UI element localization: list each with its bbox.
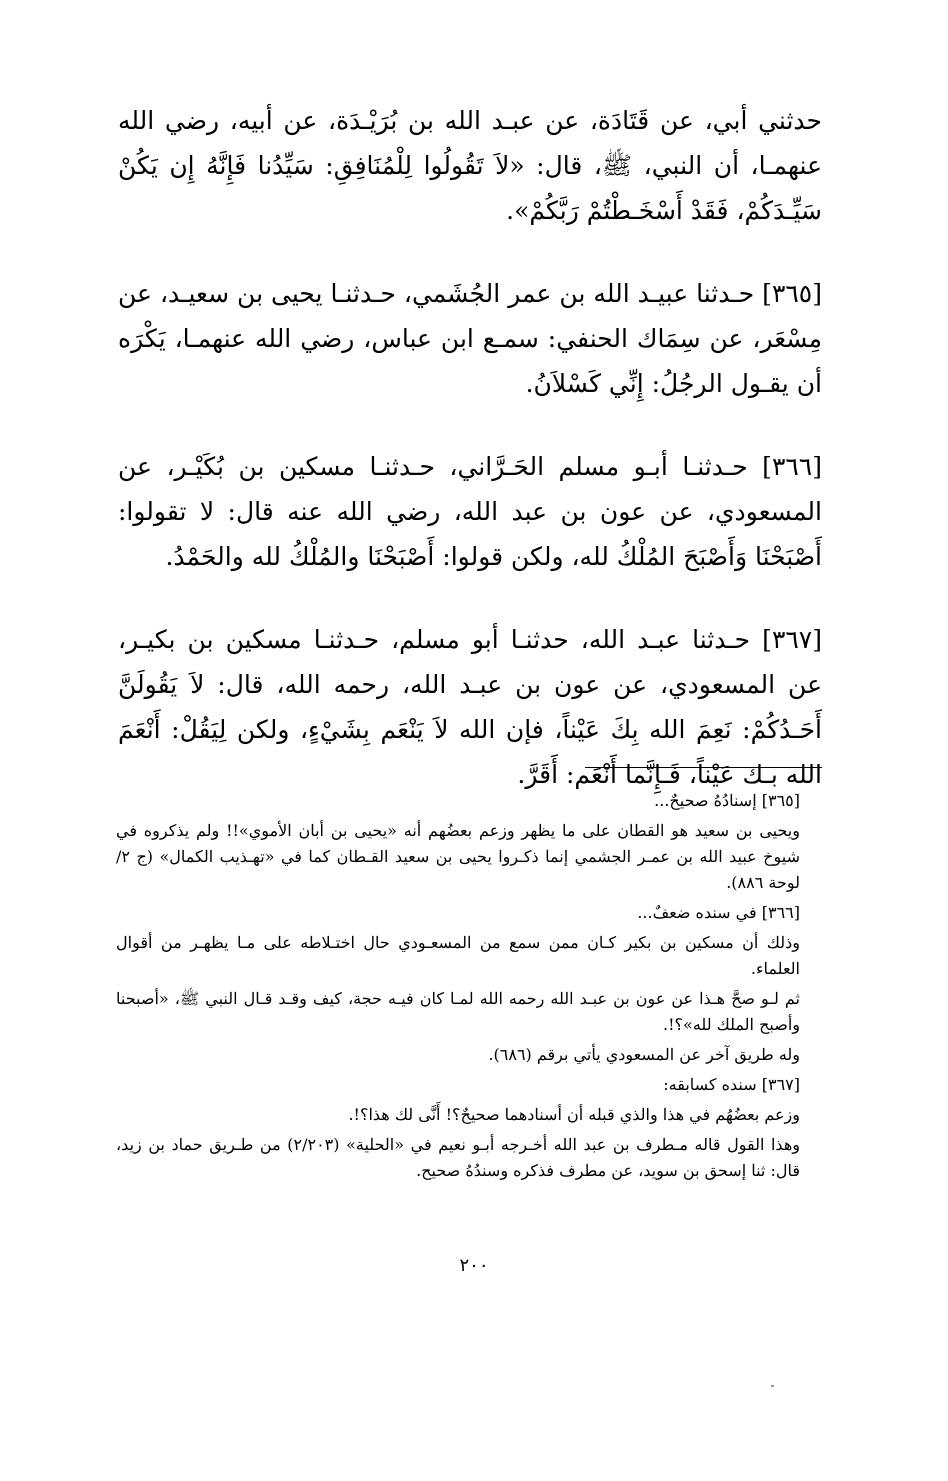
footnote-365-text: ويحيى بن سعيد هو القطان على ما يظهر وزعم بعضُهم أنه «يحيى بن أبان الأموي»!! ولم يذكروه في شيوخ عبيد الله بن عمـر الجشمي إنما ذكـروا يحيى بن سعيد القـطان كما في «تهـذيب الكمال» (ج ٢/لوحة ٨٨٦). [116, 821, 800, 892]
footnote-366-heading: [٣٦٦] في سنده ضعفٌ... [637, 903, 800, 922]
scan-speck [771, 1385, 774, 1387]
footnote-367-heading: [٣٦٧] سنده كسابقه: [663, 1075, 800, 1094]
footnote-367-source: وهذا القول قاله مـطرف بن عبد الله أخـرجه أبـو نعيم في «الحلية» (٢/٢٠٣) من طـريق حماد بن زيد، قال: ثنا إسحق بن سويد، عن مطرف فذكره وسندُهُ صحيح. [116, 1135, 800, 1180]
paragraph-hadith-continuation: حدثني أبي، عن قَتَادَة، عن عبـد الله بن بُرَيْـدَة، عن أبيه، رضي الله عنهمـا، أن النبي، ﷺ، قال: «لاَ تَقُولُوا لِلْمُنَافِقِ: سَيِّدُنا فَإِنَّهُ إِن يَكُنْ سَيِّـدَكُمْ، فَقَدْ أَسْخَـطْتُمْ رَبَّكُمْ». [118, 106, 822, 225]
footnote-separator [585, 767, 822, 768]
paragraph-365: [٣٦٥] حـدثنا عبيـد الله بن عمر الجُشَمي، حـدثنـا يحيى بن سعيـد، عن مِسْعَر، عن سِمَاك الحنفي: سمـع ابن عباس، رضي الله عنهمـا، يَكْرَه أن يقـول الرجُلُ: إِنِّي كَسْلاَنُ. [118, 279, 822, 398]
footnote-365-heading: [٣٦٥] إسنادُهُ صحيحٌ... [654, 791, 800, 810]
footnote-366-text: وذلك أن مسكين بن بكير كـان ممن سمع من المسعـودي حال اختـلاطه على مـا يظهـر من أقوال العلماء. [116, 933, 800, 978]
paragraph-367: [٣٦٧] حـدثنا عبـد الله، حدثنـا أبو مسلم، حـدثنـا مسكين بن بكيـر، عن المسعودي، عن عون بن عبـد الله، رحمه الله، قال: لاَ يَقُولَنَّ أَحَـدُكُمْ: نَعِمَ الله بِكَ عَيْناً، فإن الله لاَ يَنْعَم بِشَيْءٍ، ولكن لِيَقُلْ: أَنْعَمَ الله بـك عَيْناً، فَـإِنَّما أَنْعَم: أَقَرَّ. [118, 625, 822, 789]
footnote-367-text: وزعم بعضُهُم في هذا والذي قبله أن أسنادهما صحيحٌ؟! أَنَّى لك هذا؟!. [348, 1105, 800, 1124]
page-number: ٢٠٠ [459, 1255, 489, 1276]
main-text [118, 98, 822, 835]
paragraph-366: [٣٦٦] حـدثنـا أبـو مسلم الحَـرَّاني، حـدثنـا مسكين بن بُكَيْـر، عن المسعودي، عن عون بن عبد الله، رضي الله عنه قال: لا تقولوا: أَصْبَحْنَا وَأَصْبَحَ المُلْكُ لله، ولكن قولوا: أَصْبَحْنَا والمُلْكُ لله والحَمْدُ. [118, 452, 822, 571]
footnote-366-cross-reference: وله طريق آخر عن المسعودي يأتي برقم (٦٨٦). [488, 1045, 800, 1064]
footnotes [116, 788, 822, 1188]
footnote-366-comment: ثم لـو صحَّ هـذا عن عون بن عبـد الله رحمه الله لمـا كان فيـه حجة، كيف وقـد قـال النبي ﷺ، «أصبحنا وأصبح الملك لله»؟!. [116, 989, 800, 1034]
